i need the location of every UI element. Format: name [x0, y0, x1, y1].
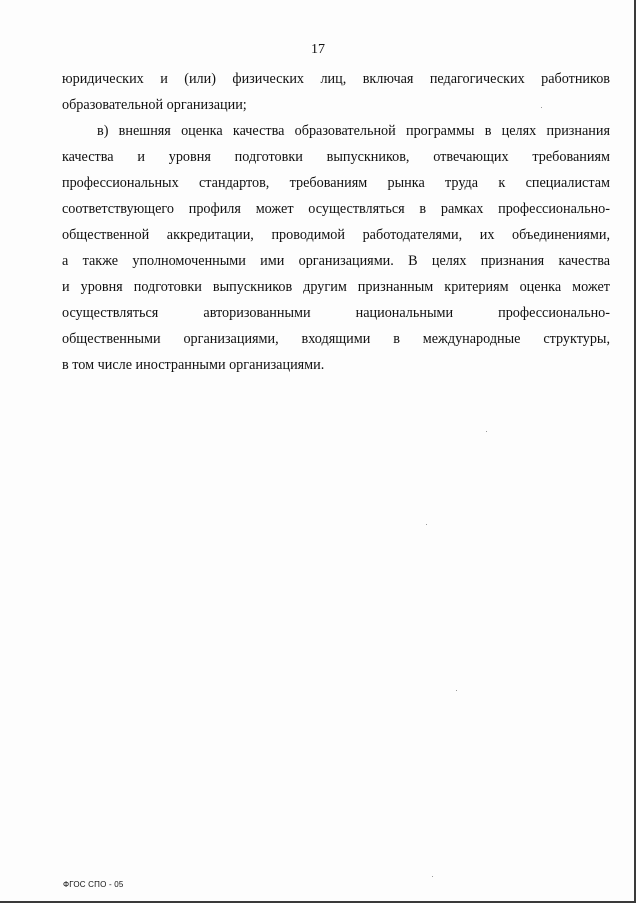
text-line: юридических и (или) физических лиц, включая педагогических работников [62, 71, 610, 87]
text-line: качества и уровня подготовки выпускников, отвечающих требованиям [62, 149, 610, 165]
scan-speck [432, 876, 433, 877]
text-line: осуществляться авторизованными национальными профессионально- [62, 305, 610, 321]
text-line: профессиональных стандартов, требованиям рынка труда к специалистам [62, 175, 610, 191]
text-line: а также уполномоченными ими организациями. В целях признания качества [62, 253, 610, 269]
scan-speck [486, 431, 487, 432]
text-line: общественной аккредитации, проводимой работодателями, их объединениями, [62, 227, 610, 243]
text-line: в) внешняя оценка качества образовательной программы в целях признания [97, 123, 610, 139]
footer-document-code: ФГОС СПО - 05 [63, 880, 124, 889]
text-line: в том числе иностранными организациями. [62, 357, 325, 373]
page-number: 17 [311, 42, 325, 57]
text-line: соответствующего профиля может осуществляться в рамках профессионально- [62, 201, 610, 217]
text-line: общественными организациями, входящими в международные структуры, [62, 331, 610, 347]
text-line: образовательной организации; [62, 97, 247, 113]
text-line: и уровня подготовки выпускников другим признанным критериям оценка может [62, 279, 610, 295]
scan-speck [541, 107, 542, 108]
scan-speck [426, 524, 427, 525]
scan-speck [456, 690, 457, 691]
